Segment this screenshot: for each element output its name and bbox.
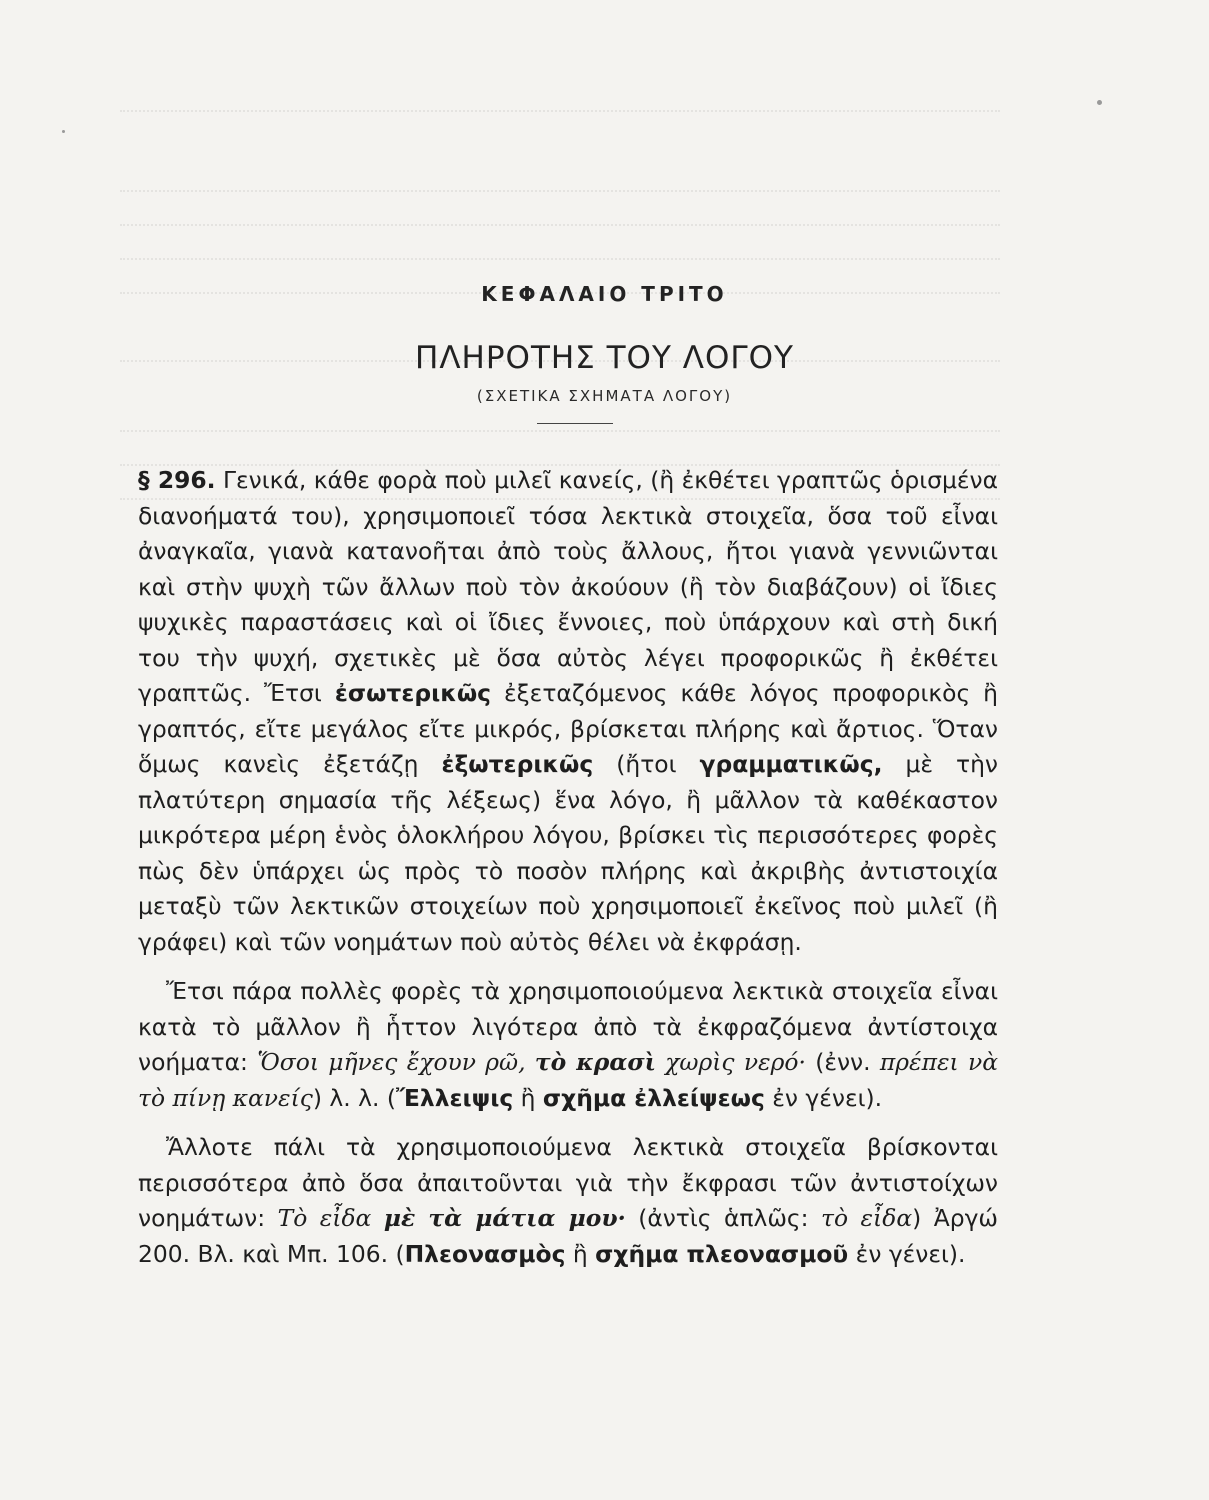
emphasis-text: τὸ κρασὶ — [534, 1048, 656, 1076]
emphasis-text: πρέπει νὰ τὸ πίνῃ κανείς — [138, 1048, 999, 1112]
paper-speck — [1097, 100, 1102, 105]
chapter-title: ΠΛΗΡΟΤΗΣ ΤΟΥ ΛΟΓΟΥ — [415, 340, 794, 376]
paragraph-296 — [138, 463, 998, 960]
paper-speck — [62, 130, 65, 133]
text-run: ἐξεταζόμενος κάθε λόγος προφορικὸς ἢ γραπτός, εἴτε μεγάλος εἴτε μικρός, βρίσκεται πλήρης καὶ ἄρτιος. Ὅταν ὅμως κανεὶς ἐξετάζῃ — [138, 679, 998, 778]
text-run: ἐν γένει). — [764, 1083, 883, 1112]
text-run: (ἤτοι — [593, 750, 700, 778]
emphasis-text: Τὸ εἶδα — [277, 1204, 384, 1232]
text-run: ἐν γένει). — [848, 1239, 966, 1268]
emphasis-text: Πλεονασμὸς — [404, 1239, 566, 1268]
text-run: ) λ. λ. ( — [312, 1083, 396, 1112]
emphasis-text: ἐξωτερικῶς — [441, 750, 594, 778]
paragraph-ellipsis — [138, 974, 998, 1116]
emphasis-text: § 296. — [138, 466, 216, 494]
emphasis-text: τὸ εἶδα — [821, 1204, 913, 1232]
title-divider — [537, 423, 613, 424]
text-run: ἢ — [565, 1239, 596, 1268]
emphasis-text: σχῆμα πλεονασμοῦ — [595, 1239, 849, 1268]
emphasis-text: γραμματικῶς, — [699, 750, 883, 778]
text-run: (ἀντὶς ἁπλῶς: — [625, 1204, 822, 1232]
text-run: ἢ — [513, 1083, 543, 1112]
emphasis-text: χωρὶς νερό· — [655, 1048, 806, 1076]
text-run: μὲ τὴν πλατύτερη σημασία τῆς λέξεως) ἕνα λόγο, ἢ μᾶλλον τὰ καθέκαστον μικρότερα μέρη ἑνὸς ὁλοκλήρου λόγου, βρίσκει τὶς περισσότερες φορὲς πὼς δὲν ὑπάρχει ὡς πρὸς τὸ ποσὸν πλήρης καὶ ἀκριβὴς ἀντιστοιχία μεταξὺ τῶν λεκτικῶν στοιχείων ποὺ χρησιμοποιεῖ ἐκεῖνος ποὺ μιλεῖ (ἢ γράφει) καὶ τῶν νοημάτων ποὺ αὐτὸς θέλει νὰ ἐκφράσῃ. — [138, 750, 998, 956]
emphasis-text: Ἔλλειψις — [395, 1083, 514, 1112]
emphasis-text: μὲ τὰ μάτια μου· — [383, 1204, 626, 1232]
chapter-label: ΚΕΦΑΛΑΙΟ ΤΡΙΤΟ — [481, 282, 728, 306]
emphasis-text: Ὅσοι μῆνες ἔχουν ρῶ, — [257, 1048, 535, 1076]
text-run: Ἔτσι πάρα πολλὲς φορὲς τὰ χρησιμοποιούμενα λεκτικὰ στοιχεῖα εἶναι κατὰ τὸ μᾶλλον ἢ ἧττον λιγότερα ἀπὸ τὰ ἐκφραζόμενα ἀντίστοιχα νοήματα: — [138, 977, 998, 1076]
emphasis-text: σχῆμα ἐλλείψεως — [542, 1083, 765, 1112]
text-run: (ἐνν. — [805, 1048, 880, 1076]
text-run: Γενικά, κάθε φορὰ ποὺ μιλεῖ κανείς, (ἢ ἐκθέτει γραπτῶς ὁρισμένα διανοήματά του), χρησιμοποιεῖ τόσα λεκτικὰ στοιχεῖα, ὅσα τοῦ εἶναι ἀναγκαῖα, γιανὰ κατανοῆται ἀπὸ τοὺς ἄλλους, ἤτοι γιανὰ γεννιῶνται καὶ στὴν ψυχὴ τῶν ἄλλων ποὺ τὸν ἀκούουν (ἢ τὸν διαβάζουν) οἱ ἴδιες ψυχικὲς παραστάσεις καὶ οἱ ἴδιες ἔννοιες, ποὺ ὑπάρχουν καὶ στὴ δική του τὴν ψυχή, σχετικὲς μὲ ὅσα αὐτὸς λέγει προφορικῶς ἢ ἐκθέτει γραπτῶς. Ἔτσι — [138, 466, 998, 707]
emphasis-text: ἐσωτερικῶς — [334, 679, 492, 707]
chapter-subtitle: (ΣΧΕΤΙΚΑ ΣΧΗΜΑΤΑ ΛΟΓΟΥ) — [476, 387, 733, 405]
paragraph-pleonasm — [138, 1130, 998, 1272]
body-text — [138, 463, 998, 1286]
text-run: ) Ἀργώ 200. Βλ. καὶ Μπ. 106. ( — [138, 1204, 999, 1268]
text-run: Ἄλλοτε πάλι τὰ χρησιμοποιούμενα λεκτικὰ στοιχεῖα βρίσκονται περισσότερα ἀπὸ ὅσα ἀπαιτοῦνται γιὰ τὴν ἔκφρασι τῶν ἀντιστοίχων νοημάτων: — [138, 1133, 998, 1232]
